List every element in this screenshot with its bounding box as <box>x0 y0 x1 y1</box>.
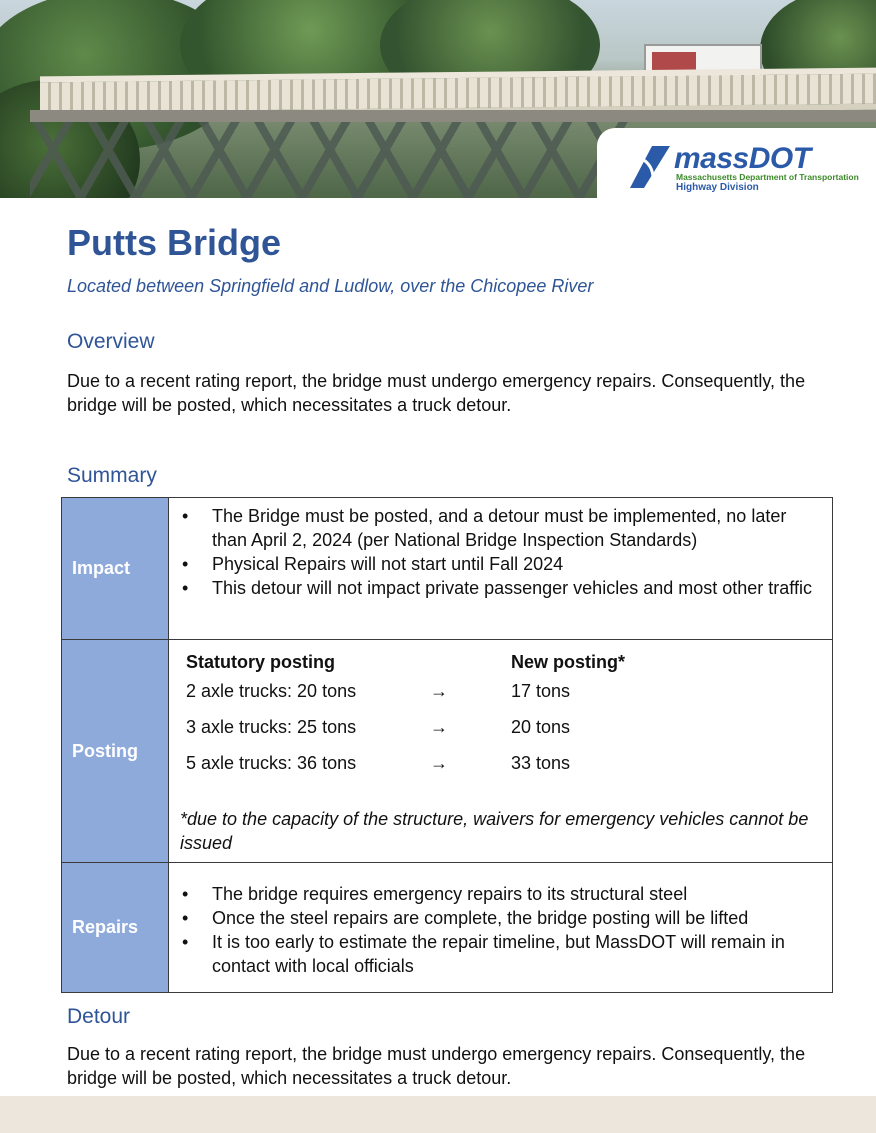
list-item: • The Bridge must be posted, and a detour must be implemented, no later than April 2, 2024 (per National Bridge Inspection Standards) <box>182 504 821 552</box>
new-posting-header: New posting* <box>511 652 626 672</box>
page-subtitle: Located between Springfield and Ludlow, over the Chicopee River <box>67 276 594 296</box>
new-value: 17 tons <box>511 681 571 701</box>
list-item: • The bridge requires emergency repairs to its structural steel <box>182 882 821 906</box>
repairs-row <box>62 863 833 993</box>
page-title: Putts Bridge <box>67 222 282 263</box>
overview-text: Due to a recent rating report, the bridge must undergo emergency repairs. Consequently, the bridge will be posted, which necessitates a truck detour. <box>67 371 806 415</box>
logo-department: Massachusetts Department of Transportation <box>676 172 859 182</box>
overview-heading: Overview <box>67 330 155 353</box>
bridge-deck <box>30 110 876 122</box>
bridge-truss <box>30 122 630 198</box>
arrow-icon: → <box>430 681 448 701</box>
posting-content <box>169 640 833 863</box>
statutory-header: Statutory posting <box>186 652 335 672</box>
summary-heading: Summary <box>67 464 157 487</box>
list-item: • Physical Repairs will not start until Fall 2024 <box>182 552 821 576</box>
repairs-content <box>169 863 833 993</box>
posting-row <box>62 640 833 863</box>
impact-row <box>62 498 833 640</box>
list-item: • Once the steel repairs are complete, the bridge posting will be lifted <box>182 906 821 930</box>
footer-band <box>0 1096 876 1133</box>
statutory-value: 5 axle trucks: 36 tons <box>186 753 357 773</box>
repairs-list <box>170 864 831 988</box>
detour-heading: Detour <box>67 1005 131 1028</box>
posting-note: *due to the capacity of the structure, waivers for emergency vehicles cannot be issued <box>180 809 809 853</box>
statutory-value: 2 axle trucks: 20 tons <box>186 681 357 701</box>
new-value: 33 tons <box>511 753 571 773</box>
massdot-logo-icon <box>630 144 672 190</box>
list-item: • This detour will not impact private passenger vehicles and most other traffic <box>182 576 821 600</box>
statutory-value: 3 axle trucks: 25 tons <box>186 717 357 737</box>
list-item: • It is too early to estimate the repair timeline, but MassDOT will remain in contact with local officials <box>182 930 821 978</box>
detour-text: Due to a recent rating report, the bridge must undergo emergency repairs. Consequently, the bridge will be posted, which necessitates a truck detour. <box>67 1044 806 1088</box>
impact-list <box>170 499 831 610</box>
impact-label: Impact <box>62 498 169 640</box>
posting-label: Posting <box>62 640 169 863</box>
repairs-label: Repairs <box>62 863 169 993</box>
summary-table <box>61 497 833 993</box>
new-value: 20 tons <box>511 717 571 737</box>
impact-content <box>169 498 833 640</box>
massdot-logo: massDOT <box>674 142 811 175</box>
arrow-icon: → <box>430 717 448 737</box>
arrow-icon: → <box>430 753 448 773</box>
posting-grid <box>186 649 821 787</box>
logo-division: Highway Division <box>676 182 759 193</box>
